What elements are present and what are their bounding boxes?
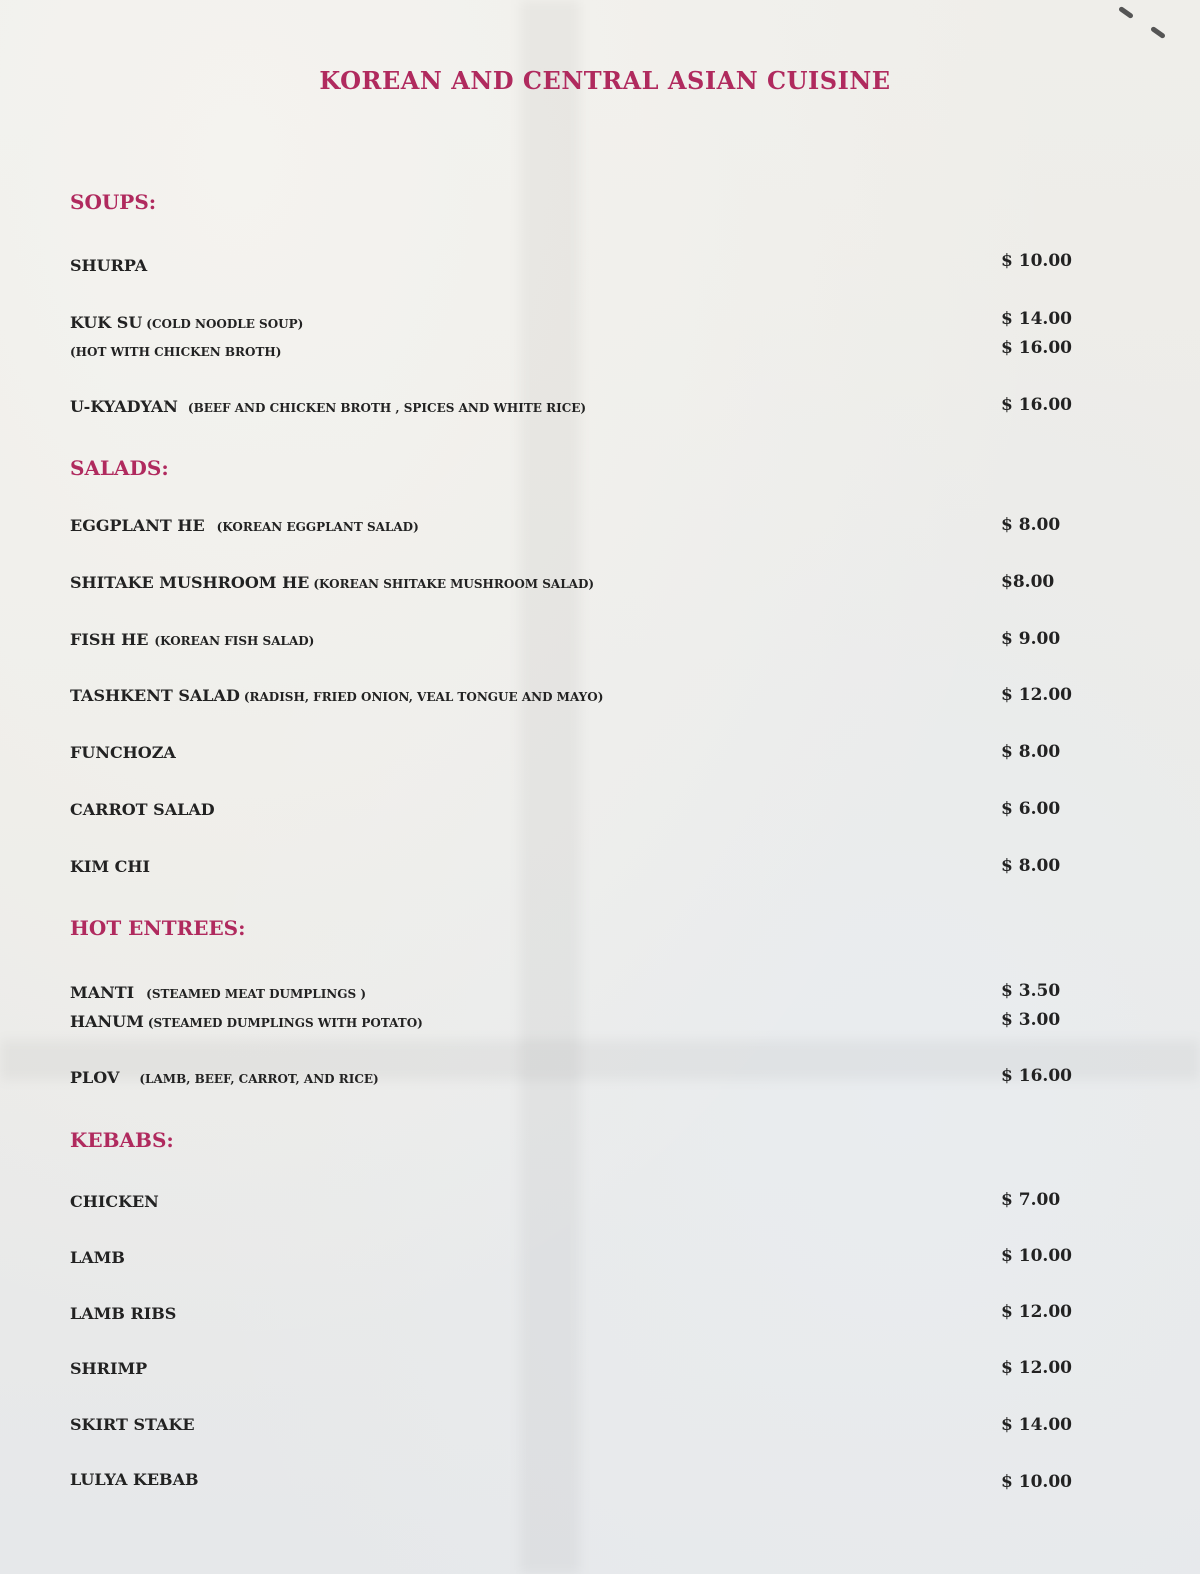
price-shurpa: $ 10.00 (1001, 251, 1072, 271)
item-description: (KOREAN EGGPLANT SALAD) (216, 520, 419, 534)
menu-item-lamb-kebab (70, 1248, 125, 1267)
item-name: LAMB RIBS (70, 1304, 177, 1323)
staple-mark (1150, 26, 1166, 39)
menu-item-kuksu-hot (70, 341, 281, 360)
menu-item-lulya-kebab (70, 1470, 199, 1489)
item-name: CHICKEN (70, 1192, 159, 1211)
item-description: (KOREAN SHITAKE MUSHROOM SALAD) (313, 577, 595, 591)
price-eggplant-he: $ 8.00 (1001, 515, 1061, 535)
item-name: LAMB (70, 1248, 125, 1267)
section-heading-salads: SALADS: (70, 456, 169, 480)
price-funchoza: $ 8.00 (1001, 742, 1061, 762)
price-tashkent-salad: $ 12.00 (1001, 685, 1072, 705)
menu-item-kim-chi (70, 857, 150, 876)
menu-item-hanum (70, 1012, 423, 1031)
item-description: (KOREAN FISH SALAD) (154, 634, 315, 648)
price-plov: $ 16.00 (1001, 1066, 1072, 1086)
section-heading-soups: SOUPS: (70, 190, 157, 214)
menu-item-fish-he (70, 630, 314, 649)
menu-item-shurpa (70, 256, 147, 275)
price-lamb-ribs: $ 12.00 (1001, 1302, 1072, 1322)
price-hanum: $ 3.00 (1001, 1010, 1061, 1030)
item-name: LULYA KEBAB (70, 1470, 199, 1489)
item-name: KIM CHI (70, 857, 151, 876)
menu-item-chicken-kebab (70, 1192, 159, 1211)
price-manti: $ 3.50 (1001, 981, 1061, 1001)
price-lamb-kebab: $ 10.00 (1001, 1246, 1072, 1266)
paper-crease (520, 0, 580, 1574)
menu-item-shitake-he (70, 573, 594, 592)
item-name: SKIRT STAKE (70, 1415, 195, 1434)
price-ukyadyan: $ 16.00 (1001, 395, 1072, 415)
item-name: TASHKENT SALAD (70, 686, 240, 705)
item-name: CARROT SALAD (70, 800, 215, 819)
menu-item-manti (70, 983, 366, 1002)
item-name: KUK SU (70, 313, 143, 332)
price-kuksu-hot: $ 16.00 (1001, 338, 1072, 358)
menu-item-funchoza (70, 743, 176, 762)
menu-title: KOREAN AND CENTRAL ASIAN CUISINE (319, 66, 891, 95)
price-shitake-he: $8.00 (1001, 572, 1055, 592)
item-name: SHURPA (70, 256, 148, 275)
item-name: SHITAKE MUSHROOM HE (70, 573, 310, 592)
price-shrimp-kebab: $ 12.00 (1001, 1358, 1072, 1378)
price-lulya-kebab: $ 10.00 (1001, 1472, 1072, 1492)
price-kim-chi: $ 8.00 (1001, 856, 1061, 876)
item-name: HANUM (70, 1012, 144, 1031)
item-name: MANTI (70, 983, 135, 1002)
price-chicken-kebab: $ 7.00 (1001, 1190, 1061, 1210)
menu-item-shrimp-kebab (70, 1359, 147, 1378)
item-name: U-KYADYAN (70, 397, 178, 416)
item-description: (BEEF AND CHICKEN BROTH , SPICES AND WHITE RICE) (187, 401, 587, 415)
item-description: (STEAMED MEAT DUMPLINGS ) (146, 987, 367, 1001)
menu-item-lamb-ribs (70, 1304, 176, 1323)
menu-item-ukyadyan (70, 397, 586, 416)
item-name: FISH HE (70, 630, 149, 649)
item-description: (RADISH, FRIED ONION, VEAL TONGUE AND MAYO) (243, 690, 604, 704)
item-name: FUNCHOZA (70, 743, 176, 762)
item-description: (LAMB, BEEF, CARROT, AND RICE) (139, 1072, 379, 1086)
price-fish-he: $ 9.00 (1001, 629, 1061, 649)
menu-item-kuksu (70, 313, 303, 332)
menu-item-plov (70, 1068, 379, 1087)
item-name: SHRIMP (70, 1359, 148, 1378)
section-heading-hot-entrees: HOT ENTREES: (70, 916, 246, 940)
menu-item-tashkent-salad (70, 686, 603, 705)
price-skirt-stake: $ 14.00 (1001, 1415, 1072, 1435)
item-description: (COLD NOODLE SOUP) (146, 317, 304, 331)
menu-item-eggplant-he (70, 516, 419, 535)
item-name: PLOV (70, 1068, 120, 1087)
price-carrot-salad: $ 6.00 (1001, 799, 1061, 819)
menu-item-carrot-salad (70, 800, 215, 819)
section-heading-kebabs: KEBABS: (70, 1128, 174, 1152)
item-description: (STEAMED DUMPLINGS WITH POTATO) (147, 1016, 423, 1030)
item-name: EGGPLANT HE (70, 516, 205, 535)
item-description: (HOT WITH CHICKEN BROTH) (70, 345, 282, 359)
price-kuksu-cold: $ 14.00 (1001, 309, 1072, 329)
staple-mark (1118, 6, 1134, 19)
menu-item-skirt-stake (70, 1415, 195, 1434)
